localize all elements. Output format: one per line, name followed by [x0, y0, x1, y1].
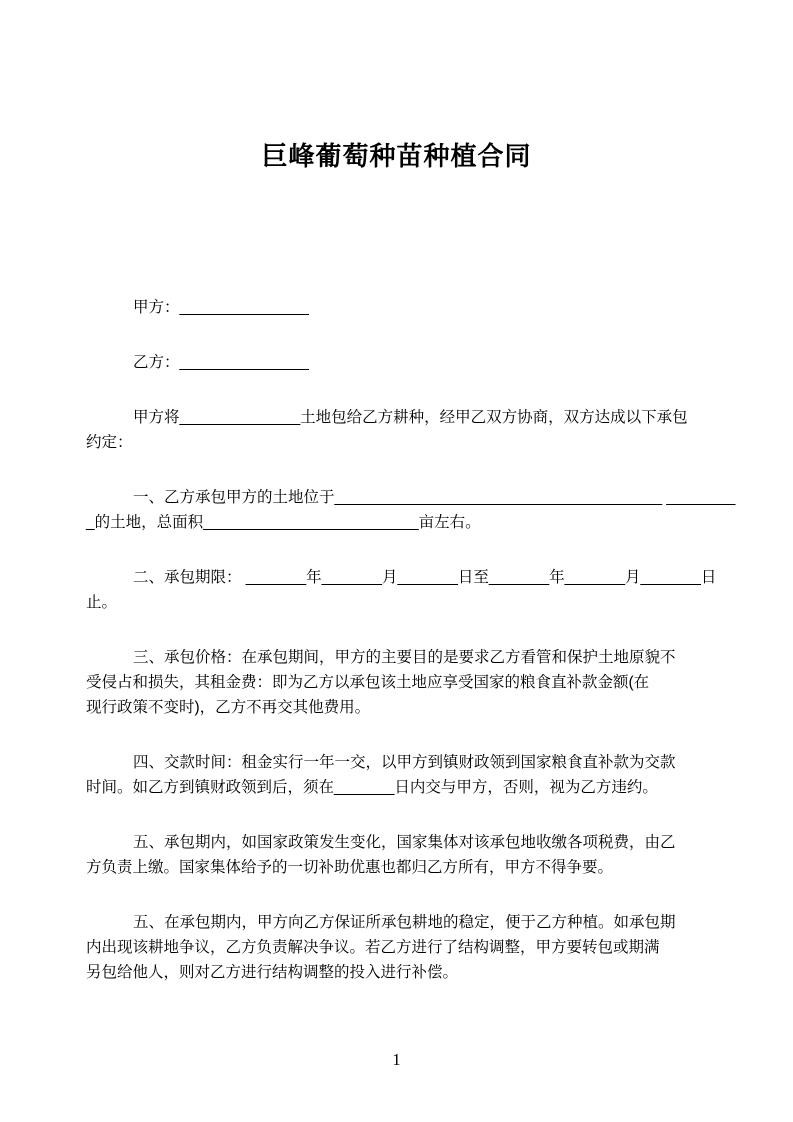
contract-paragraph	[86, 405, 707, 455]
party-b-line	[86, 350, 707, 375]
contract-paragraph	[86, 485, 736, 535]
paragraph-line: 一、乙方承包甲方的土地位于______________________________________ ________	[133, 489, 736, 506]
paragraph-line: 方负责上缴。国家集体给予的一切补助优惠也都归乙方所有，甲方不得争要。	[86, 859, 614, 876]
paragraph-line: 约定：	[86, 434, 133, 451]
paragraph-line: 甲方将______________土地包给乙方耕种，经甲乙双方协商，双方达成以下承包	[133, 409, 688, 426]
contract-paragraph	[86, 565, 717, 615]
paragraph-line: 三、承包价格：在承包期间，甲方的主要目的是要求乙方看管和保护土地原貌不	[133, 649, 676, 666]
paragraph-line: 止。	[86, 594, 118, 611]
party-b-label: 乙方：	[133, 354, 180, 371]
paragraph-line: 二、承包期限： _______年_______月_______日至_______年_______月_______日	[133, 569, 717, 586]
contract-paragraph	[86, 645, 707, 720]
paragraph-line: _的土地，总面积_________________________亩左右。	[86, 514, 481, 531]
document-title: 巨峰葡萄种苗种植合同	[261, 141, 532, 171]
paragraph-line: 四、交款时间：租金实行一年一交，以甲方到镇财政领到国家粮食直补款为交款	[133, 754, 676, 771]
paragraph-line: 内出现该耕地争议，乙方负责解决争议。若乙方进行了结构调整，甲方要转包或期满	[86, 939, 660, 956]
paragraph-line: 现行政策不变时)，乙方不再交其他费用。	[86, 699, 371, 716]
paragraph-line: 受侵占和损失，其租金费：即为乙方以承包该土地应享受国家的粮食直补款金额(在	[86, 674, 650, 691]
contract-body	[86, 405, 736, 985]
page-number: 1	[392, 1050, 401, 1069]
contract-paragraph	[86, 910, 707, 985]
paragraph-line: 五、在承包期内，甲方向乙方保证所承包耕地的稳定，便于乙方种植。如承包期	[133, 914, 676, 931]
party-a-label: 甲方：	[133, 299, 180, 316]
contract-paragraph	[86, 750, 707, 800]
contract-paragraph	[86, 830, 707, 880]
party-a-blank: _______________	[179, 299, 309, 316]
paragraph-line: 时间。如乙方到镇财政领到后，须在_______日内交与甲方，否则，视为乙方违约。	[86, 779, 658, 796]
paragraph-line: 五、承包期内，如国家政策发生变化，国家集体对该承包地收缴各项税费，由乙	[133, 834, 676, 851]
paragraph-line: 另包给他人，则对乙方进行结构调整的投入进行补偿。	[86, 964, 459, 981]
party-b-blank: _______________	[179, 354, 309, 371]
party-a-line	[86, 295, 707, 320]
